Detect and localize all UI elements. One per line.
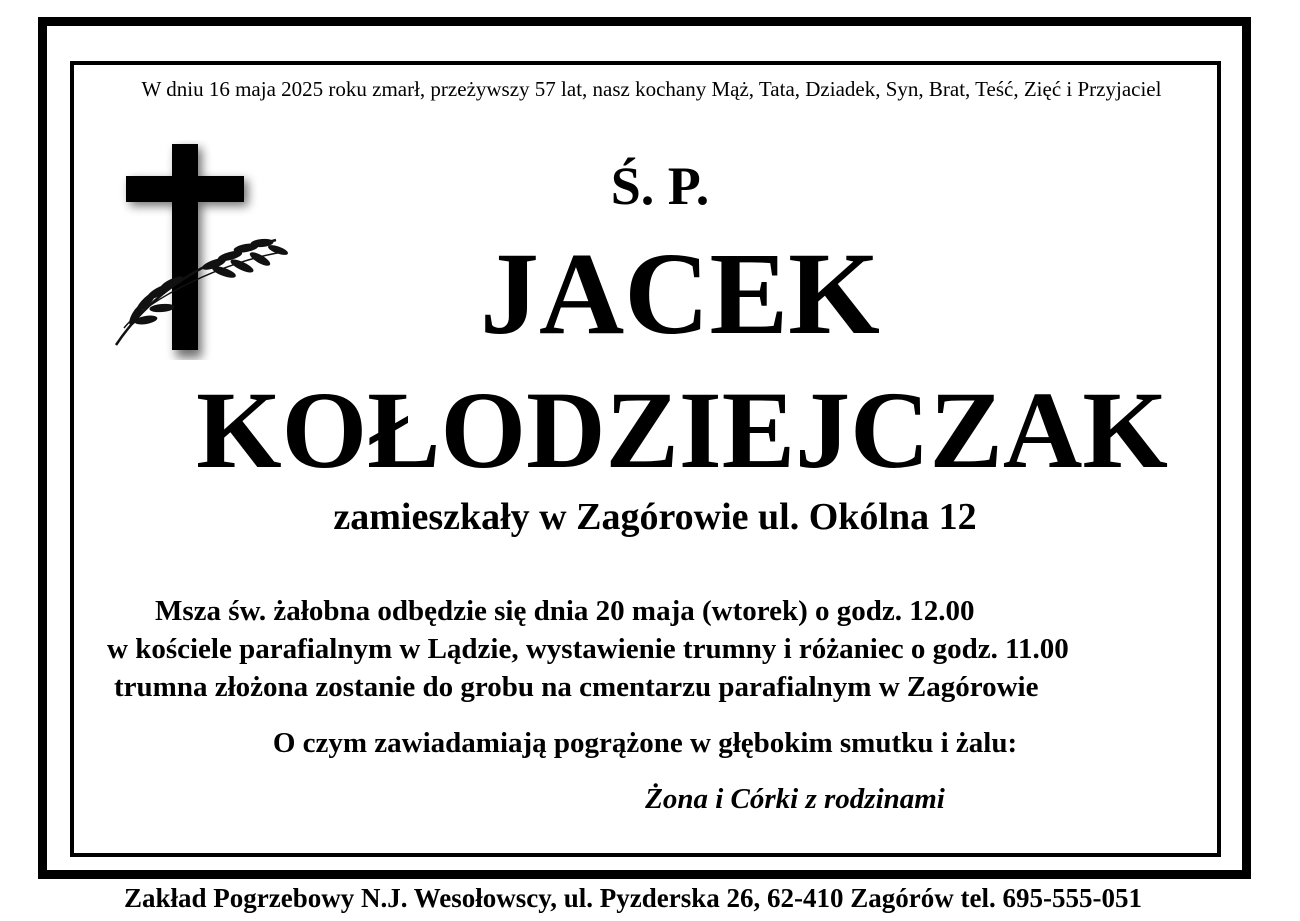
honorific-title: Ś. P.: [610, 156, 710, 216]
funeral-mass-line: Msza św. żałobna odbędzie się dnia 20 maja (wtorek) o godz. 12.00: [155, 595, 975, 627]
residence-address: zamieszkały w Zagórowie ul. Okólna 12: [333, 496, 977, 538]
deceased-last-name: KOŁODZIEJCZAK: [196, 369, 1168, 491]
funeral-church-line: w kościele parafialnym w Lądzie, wystawienie trumny i różaniec o godz. 11.00: [107, 633, 1069, 665]
informing-line: O czym zawiadamiają pogrążone w głębokim smutku i żalu:: [272, 727, 1018, 759]
funeral-home-footer: Zakład Pogrzebowy N.J. Wesołowscy, ul. Pyzderska 26, 62-410 Zagórów tel. 695-555-051: [124, 883, 1142, 913]
cross-with-palm-branch-icon: [106, 140, 296, 360]
burial-line: trumna złożona zostanie do grobu na cmentarzu parafialnym w Zagórowie: [114, 671, 1039, 703]
death-announcement-intro: W dniu 16 maja 2025 roku zmarł, przeżywszy 57 lat, nasz kochany Mąż, Tata, Dziadek, Syn, Brat, Teść, Zięć i Przyjaciel: [141, 77, 1162, 101]
deceased-first-name: JACEK: [480, 228, 880, 359]
mourners-signature: Żona i Córki z rodzinami: [645, 783, 945, 815]
